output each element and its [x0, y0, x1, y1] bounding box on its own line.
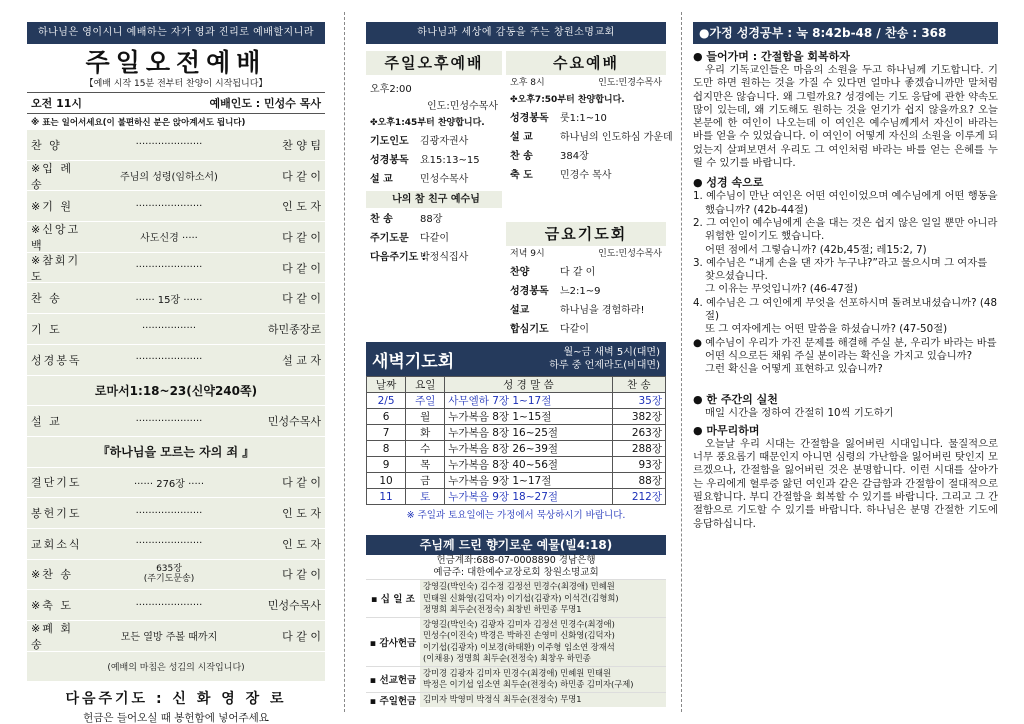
table-cell: 35장 — [612, 393, 665, 409]
order-item-person: 인 도 자 — [282, 537, 321, 551]
pm-row-label: 기도인도 — [370, 136, 409, 147]
order-item-person: 민성수목사 — [267, 415, 321, 429]
table-cell: 목 — [406, 457, 445, 473]
weekly-practice-heading: ● 한 주간의 실천 — [693, 392, 778, 406]
pm-row — [366, 132, 502, 151]
page-title: 주일오전예배 — [85, 48, 267, 77]
fri-row — [506, 320, 666, 339]
service-start-note: 【예배 시작 15분 전부터 찬양이 시작됩니다】 — [84, 79, 268, 89]
pm-row-label: 찬 송 — [370, 214, 393, 225]
fri-info — [506, 246, 666, 263]
table-cell: 212장 — [612, 489, 665, 505]
table-header: 날짜 — [367, 377, 406, 393]
fri-row-label: 합심기도 — [510, 324, 549, 335]
bible-study-column — [693, 22, 998, 531]
order-item-name: ※폐 회 송 — [31, 621, 73, 651]
offering-row — [366, 692, 666, 707]
fold-divider-right — [681, 12, 682, 712]
table-cell: 누가복음 9장 18~27절 — [445, 489, 612, 505]
order-item-detail: 주님의 성령(임하소서) — [120, 172, 218, 184]
table-header: 성 경 말 씀 — [445, 377, 612, 393]
scripture-reference: 로마서1:18~23(신약240쪽) — [27, 376, 325, 407]
table-cell: 88장 — [612, 473, 665, 489]
order-item-name: ※신앙고백 — [31, 222, 81, 252]
pm-row-value: 김광자권사 — [420, 136, 469, 147]
order-item-detail: ······ 15장 ······ — [135, 294, 203, 306]
order-item-detail: ····················· — [135, 507, 203, 519]
table-cell: 382장 — [612, 409, 665, 425]
offering-names — [420, 580, 666, 617]
table-cell: 2/5 — [367, 393, 406, 409]
wed-row — [506, 109, 666, 128]
table-cell: 9 — [367, 457, 406, 473]
order-of-worship — [27, 130, 325, 682]
order-row — [27, 253, 325, 284]
order-item-person: 다 같 이 — [282, 169, 321, 183]
pm-row — [366, 248, 502, 267]
pm-time: 오후2:00 — [370, 84, 412, 95]
table-row — [367, 393, 666, 409]
table-cell: 수 — [406, 441, 445, 457]
fri-row — [506, 263, 666, 282]
offering-lists — [366, 579, 666, 707]
table-cell: 11 — [367, 489, 406, 505]
table-header: 요일 — [406, 377, 445, 393]
account-holder: 예금주: 대한예수교장로회 창원소명교회 — [433, 567, 599, 578]
intro-heading: ● 들어가며 : 간절함을 회복하자 — [693, 50, 850, 63]
offering-type: ▪ 주일헌금 — [369, 695, 417, 707]
dawn-schedule-table — [366, 376, 666, 505]
pm-row-value: 박정식집사 — [420, 252, 469, 263]
closing-text: 오늘날 우리 시대는 간절함을 잃어버린 시대입니다. 물질적으로 너무 풍요롭기 때문인지 아니면 심령의 가난함을 잃어버린 탓인지 모르겠으나, 간절함을 잃어버린 것은 분명합니다. 이런 시대를 살아가는 우리에게 혈루증 앓던 여인과 같은 갈급함과 간절함이 절대적으로 필요합니다. 부디 간절함을 회복할 수 있기를 바랍니다. 그리고 그 간절함으로 기도할 수 있기를 바랍니다. 하나님은 분명 간절한 기도에 응답하십니다. — [693, 437, 998, 530]
pm-row-value: 요15:13~15 — [420, 155, 480, 166]
pm-order — [366, 132, 502, 189]
order-item-person: 하민종장로 — [267, 322, 321, 336]
afternoon-service-title: 주일오후예배 — [366, 51, 502, 75]
order-row — [27, 468, 325, 499]
offering-account: 헌금계좌:688-07-0008890 경남은행 — [436, 555, 596, 566]
offering-names — [420, 618, 666, 666]
offering-row — [366, 666, 666, 692]
table-cell: 누가복음 8장 40~56절 — [445, 457, 612, 473]
wed-praise-note: ✤오후7:50부터 찬양합니다. — [510, 95, 625, 105]
fri-row-value: 하나님을 경험하라! — [560, 305, 645, 316]
afternoon-service-box — [366, 51, 503, 321]
question-subtext: 그런 확신을 어떻게 표현하고 있습니까? — [705, 363, 883, 376]
fri-row-value: 다같이 — [560, 324, 589, 335]
order-item-detail: ····················· — [135, 354, 203, 366]
offering-type: ▪ 십 일 조 — [371, 594, 415, 606]
next-prayer-leader: 다음주기도 : 신 화 영 장 로 — [65, 691, 287, 708]
table-cell: 263장 — [612, 425, 665, 441]
morning-service-column — [27, 22, 325, 724]
offering-type: ▪ 선교헌금 — [369, 675, 417, 686]
fri-time: 저녁 9시 — [510, 249, 545, 259]
question-text: ● 예수님이 우리가 가진 문제를 해결해 주실 분, 우리가 바라는 바를 어떤 식으로든 채워 주실 분이라는 확신을 가지고 있습니까? — [693, 336, 997, 362]
wed-row-label: 설 교 — [510, 132, 533, 143]
pm-row-value: 민성수목사 — [420, 174, 469, 185]
order-row — [27, 560, 325, 591]
order-item-name: 봉헌기도 — [31, 507, 82, 521]
wed-row-label: 축 도 — [510, 170, 533, 181]
wed-row-value: 룻1:1~10 — [560, 113, 607, 124]
fri-row — [506, 301, 666, 320]
pm-row-label: 다음주기도 : — [370, 252, 426, 263]
standing-note: ※ 표는 일어서세요(이 불편하신 분은 앉아계셔도 됩니다) — [31, 118, 246, 128]
dawn-prayer-section — [366, 342, 666, 521]
table-cell: 10 — [367, 473, 406, 489]
question-subtext: 그 이유는 무엇입니까? (46-47절) — [705, 283, 858, 296]
fri-row — [506, 282, 666, 301]
dawn-prayer-header — [366, 342, 666, 376]
order-row — [27, 590, 325, 621]
wed-leader: 인도:민경수목사 — [598, 78, 662, 88]
fri-row-label: 성경봉독 — [510, 286, 549, 297]
order-item-person: 다 같 이 — [282, 629, 321, 643]
order-item-person: 다 같 이 — [282, 261, 321, 275]
pm-row-label: 주기도문 — [370, 233, 409, 244]
end-note: (예배의 마침은 성김의 시작입니다) — [27, 652, 325, 683]
question-text: 4. 예수님은 그 여인에게 무엇을 선포하시며 돌려보내셨습니까? (48절) — [693, 296, 997, 323]
table-cell: 주일 — [406, 393, 445, 409]
fri-row-label: 찬양 — [510, 267, 530, 278]
offering-name-line: 강미경 김광자 김미자 민경수(최경애) 민혜원 민태원 — [423, 667, 611, 678]
wed-row — [506, 166, 666, 185]
offering-name-line: 강영길(박인숙) 김수정 김정선 민경수(최경애) 민혜원 — [423, 581, 615, 591]
offering-name-line: 민태원 신화영(김덕자) 이기섭(김광자) 이석건(김형희) — [423, 592, 619, 603]
closing-heading: ● 마무리하며 — [693, 423, 760, 437]
order-item-person: 찬 양 팀 — [282, 138, 321, 152]
offering-name-line: 박정은 이기섭 임소연 최두순(전정숙) 하민종 김미자(구제) — [423, 679, 634, 689]
dawn-time-online: 하루 중 언제라도(비대면) — [549, 360, 660, 371]
services-column — [366, 22, 673, 722]
order-item-person: 설 교 자 — [282, 353, 321, 367]
order-row — [27, 161, 325, 192]
order-item-name: 기 도 — [31, 322, 62, 336]
table-cell: 월 — [406, 409, 445, 425]
order-row — [27, 222, 325, 253]
order-item-detail: ····················· — [135, 415, 203, 427]
pm-row — [366, 151, 502, 170]
pm-order-2 — [366, 210, 502, 267]
order-item-person: 민성수목사 — [267, 599, 321, 613]
question-subtext: 또 그 여자에게는 어떤 말씀을 하셨습니까? (47-50절) — [705, 323, 948, 336]
pm-row-value: 88장 — [420, 214, 443, 225]
wed-row-label: 찬 송 — [510, 151, 533, 162]
question-subtext: 어떤 점에서 그렇습니까? (42b,45절; 레15:2, 7) — [705, 243, 927, 256]
table-cell: 8 — [367, 441, 406, 457]
order-item-detail: ················· — [141, 323, 197, 335]
table-cell: 누가복음 9장 1~17절 — [445, 473, 612, 489]
scripture-banner: 하나님은 영이시니 예배하는 자가 영과 진리로 예배할지니라 — [27, 22, 325, 44]
order-item-detail — [87, 564, 251, 584]
wed-row — [506, 128, 673, 147]
study-questions — [693, 190, 998, 376]
offering-name-line: 김미자 박영미 박정식 최두순(전정숙) 무명1 — [423, 693, 582, 704]
table-row — [367, 489, 666, 505]
wed-row — [506, 147, 666, 166]
wed-row-value: 하나님의 인도하심 가운데 — [560, 132, 673, 143]
order-item-detail: ····················· — [135, 200, 203, 212]
wed-info — [506, 75, 666, 92]
offering-name-line: 강영길(박인숙) 김광자 김미자 김정선 민경수(최경애) — [423, 618, 615, 629]
pm-row — [366, 210, 502, 229]
table-cell: 누가복음 8장 26~39절 — [445, 441, 612, 457]
table-cell: 사무엘하 7장 1~17절 — [445, 393, 612, 409]
table-cell: 6 — [367, 409, 406, 425]
dawn-prayer-times — [549, 346, 660, 372]
pm-sermon-title: 나의 참 친구 예수님 — [366, 191, 502, 208]
wed-order — [506, 109, 673, 185]
fold-divider-left — [344, 12, 345, 712]
offering-name-line: (이채용) 정명희 최두순(전정숙) 최창우 하민종 — [423, 653, 591, 663]
order-item-person: 다 같 이 — [282, 476, 321, 490]
table-row — [367, 409, 666, 425]
order-item-name: 찬 송 — [31, 292, 62, 306]
fri-order — [506, 263, 666, 339]
order-item-name: ※찬 송 — [31, 568, 73, 582]
pm-row-value: 다같이 — [420, 233, 449, 244]
question-text: 3. 예수님은 “내게 손을 댄 자가 누구냐?”라고 물으시며 그 여자를 찾으셨습니다. — [693, 256, 988, 283]
order-item-detail: ····················· — [135, 139, 203, 151]
friday-prayer-title: 금요기도회 — [506, 222, 666, 246]
fri-row-value: 느2:1~9 — [560, 286, 601, 297]
offering-row — [366, 579, 666, 617]
order-row — [27, 283, 325, 314]
order-item-name: 교회소식 — [31, 537, 82, 551]
order-item-name: 찬 양 — [31, 138, 62, 152]
order-item-name: ※기 원 — [31, 200, 73, 214]
order-item-person: 다 같 이 — [282, 292, 321, 306]
order-item-name: ※축 도 — [31, 599, 73, 613]
pm-row-label: 설 교 — [370, 174, 393, 185]
table-cell: 누가복음 8장 1~15절 — [445, 409, 612, 425]
order-row — [27, 191, 325, 222]
order-item-name: 결단기도 — [31, 476, 82, 490]
order-row — [27, 498, 325, 529]
wed-row-value: 민경수 목사 — [560, 170, 612, 181]
table-cell: 화 — [406, 425, 445, 441]
order-item-person: 인 도 자 — [282, 200, 321, 214]
order-item-detail: ······ 276장 ····· — [133, 478, 205, 490]
offering-note: 헌금은 들어오실 때 봉헌함에 넣어주세요 — [83, 712, 269, 724]
order-item-detail: 모든 열방 주볼 때까지 — [120, 632, 218, 644]
offering-row — [366, 617, 666, 666]
intro-text: 우리 기독교인들은 마음의 소원을 두고 하나님께 기도합니다. 기도만 하면 원하는 것을 가질 수 있다면 얼마나 좋겠습니까만 말처럼 쉽지만은 않습니다. 왜 그럴까요? 성경에는 기도 응답에 관한 약속도 많이 있는데, 왜 기도해도 원하는 것을 얻기가 쉽지 않을까요? 오늘 본문에 한 여인이 나오는데 이 여인은 예수님께게서 자신이 바라는 바를 얻을 수 있었습니다. 이 여인이 어떻게 자신의 소원을 이루게 되었는지 살펴보면서 우리도 그 여인처럼 바라는 바를 얻는 은혜를 누릴 수 있기를 바랍니다. — [693, 64, 998, 170]
fri-row-value: 다 같 이 — [560, 267, 596, 278]
hymn-number: 635장 — [156, 564, 182, 575]
fri-row-label: 설교 — [510, 305, 530, 316]
wednesday-service-box — [506, 51, 673, 221]
pm-praise-note: ✤오후1:45부터 찬양합니다. — [370, 118, 485, 128]
wed-time: 오후 8시 — [510, 78, 545, 88]
pm-row — [366, 170, 502, 189]
dawn-time-offline: 월~금 새벽 5시(대면) — [563, 347, 660, 358]
fri-leader: 인도:민성수목사 — [598, 249, 662, 259]
order-item-detail: ····················· — [135, 262, 203, 274]
offering-names — [420, 667, 666, 692]
questions-heading: ● 성경 속으로 — [693, 176, 764, 190]
order-row — [27, 130, 325, 161]
table-cell: 누가복음 8장 16~25절 — [445, 425, 612, 441]
table-cell: 288장 — [612, 441, 665, 457]
table-row — [367, 473, 666, 489]
order-row — [27, 529, 325, 560]
table-cell: 토 — [406, 489, 445, 505]
wed-row-value: 384장 — [560, 151, 589, 162]
order-item-person: 다 같 이 — [282, 230, 321, 244]
table-cell: 금 — [406, 473, 445, 489]
service-time: 오전 11시 — [31, 97, 83, 110]
sermon-title: 『하나님을 모르는 자의 죄 』 — [27, 437, 325, 468]
table-row — [367, 425, 666, 441]
wed-row-label: 성경봉독 — [510, 113, 549, 124]
order-item-name: ※참회기도 — [31, 253, 81, 283]
order-row — [27, 406, 325, 437]
table-cell: 7 — [367, 425, 406, 441]
order-item-detail: ····················· — [135, 599, 203, 611]
weekly-practice-text: 매일 시간을 정하여 간절히 10씩 기도하기 — [705, 406, 894, 419]
offering-type: ▪ 감사헌금 — [369, 637, 417, 649]
question-text: 2. 그 여인이 예수님에게 손을 대는 것은 쉽지 않은 일일 뿐만 아니라 위험한 일이기도 했습니다. — [693, 216, 998, 243]
offerings-title: 주님께 드린 향기로운 예물(빌4:18) — [366, 535, 666, 555]
order-item-detail: ····················· — [135, 538, 203, 550]
order-item-name: 성경봉독 — [31, 353, 82, 367]
table-header: 찬 송 — [612, 377, 665, 393]
hymn-name: (주기도문송) — [143, 574, 195, 585]
church-banner: 하나님과 세상에 감동을 주는 창원소명교회 — [366, 22, 666, 44]
dawn-prayer-title: 새벽기도회 — [372, 351, 455, 372]
bible-study-header: ●가정 성경공부 : 눅 8:42b-48 / 찬송 : 368 — [693, 22, 998, 44]
order-item-person: 인 도 자 — [282, 507, 321, 521]
order-row — [27, 314, 325, 345]
service-leader: 예배인도 : 민성수 목사 — [209, 97, 321, 110]
offerings-section — [366, 535, 666, 707]
friday-prayer-box — [506, 222, 666, 337]
wednesday-service-title: 수요예배 — [506, 51, 666, 75]
dawn-note: ※ 주일과 토요일에는 가정에서 묵상하시기 바랍니다. — [406, 510, 626, 521]
pm-row-label: 성경봉독 — [370, 155, 409, 166]
service-info-row — [27, 92, 325, 114]
order-item-person: 다 같 이 — [282, 568, 321, 582]
question-text: 1. 예수님이 만난 여인은 어떤 여인이었으며 예수님에게 어떤 행동을 했습니까? (42b-44절) — [693, 190, 998, 216]
offering-names — [420, 693, 666, 707]
table-row — [367, 441, 666, 457]
offering-name-line: 이기섭(김광자) 이보경(하태환) 이주형 임소연 장재석 — [423, 641, 615, 652]
offering-name-line: 정명희 최두순(전정숙) 최창빈 하민종 무명1 — [423, 604, 582, 614]
order-row — [27, 345, 325, 376]
table-cell: 93장 — [612, 457, 665, 473]
pm-leader: 인도:민성수목사 — [427, 101, 498, 112]
pm-row — [366, 229, 502, 248]
table-row — [367, 457, 666, 473]
order-row — [27, 621, 325, 652]
order-item-detail: 사도신경 ····· — [140, 233, 198, 245]
order-item-name: 설 교 — [31, 415, 62, 429]
order-item-name: ※입 례 송 — [31, 161, 73, 191]
offering-name-line: 민성수(이진숙) 박경은 박하진 손영미 신화영(김덕자) — [423, 630, 615, 640]
